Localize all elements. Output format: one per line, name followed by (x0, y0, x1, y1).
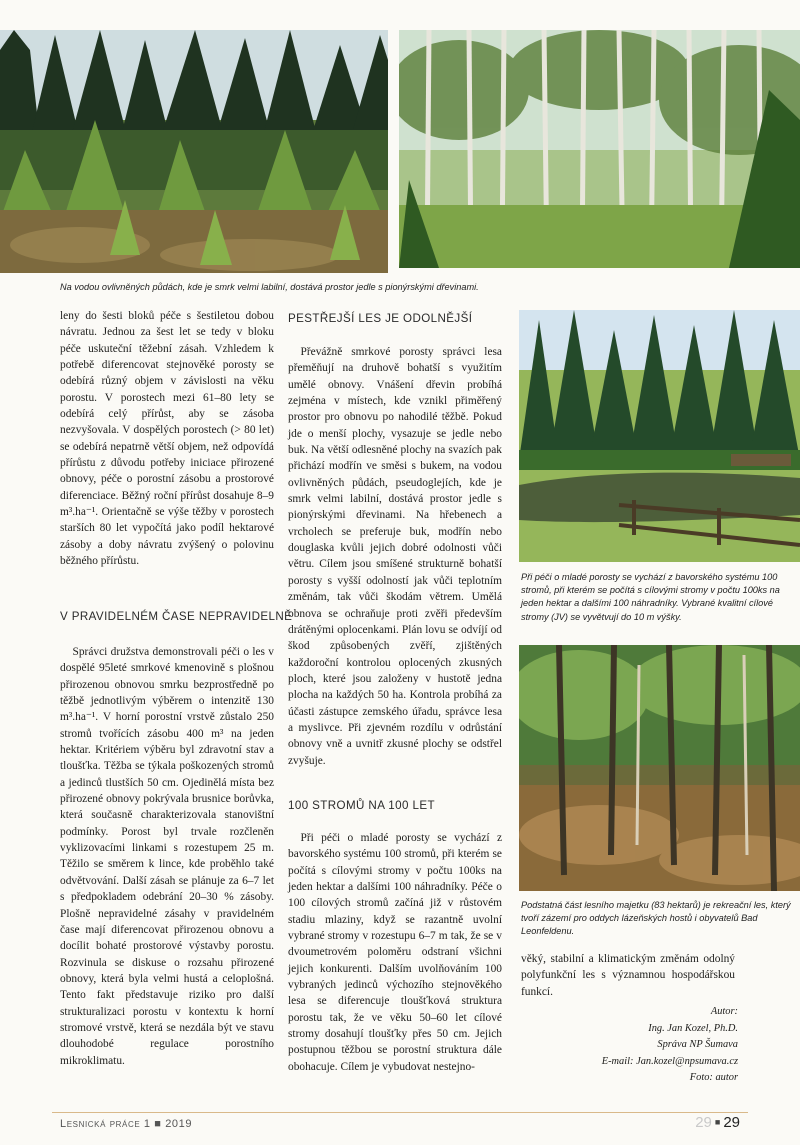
col1-paragraph-2: Správci družstva demonstrovali péči o les v dospělé 95leté smrkové kmenovině s plošnou přirozenou obnovou smrku bezprostředně po těžbě jednotlivým výběrem o intenzitě 130 m³.ha⁻¹. V horní porostní vrstvě zůstalo 250 stromů tvořících zásobu 400 m³ na jeden hektar. Kritériem výběru byl zdravotní stav a tloušťka. Těžba se týkala poškozených stromů a jedinců tlustších 50 cm. Ojedinělá místa bez přirozené obnovy pokrývala brusnice borůvka, která současně charakterizovala stanovištní podmínky. Porost byl trvale rozčleněn vyklizovacími linkami s rozestupem 25 m. Těžilo se směrem k lince, kde proběhlo také odvětvování. Další zásah se plánuje za 6–7 let s předpokladem odebrání 20–30 % zásoby. Plošně nepravidelné zásahy v pravidelném čase mají diferencovat přirozenou obnovu a docílit bohaté prostorové výstavby porostu. Rozvinula se diskuse o rozsahu přirozené obnovy, která byla velmi hustá a celoplošná. Tento fakt představuje riziko pro další strukturalizaci porostu v kontextu k horní stromové vrstvě, která se nezdála být ve stavu dlouhodobé regulace porostního mikroklimatu. (60, 646, 274, 1067)
heading-100-stromu: 100 STROMŮ NA 100 LET (288, 799, 435, 812)
column-2-bottom (288, 830, 502, 1075)
col2-paragraph-2: Při péči o mladé porosty se vychází z bavorského systému 100 stromů, při kterém se počítá s cílovými stromy v počtu 100ks na jeden hektar a dalšími 100 náhradníky. Péče o 100 cílových stromů začíná již v růstovém stadiu mlaziny, když se razantně uvolní vybrané stromy v rozestupu 6–7 m tak, že se v dvoumetrovém poloměru odstraní všichni jejich konkurenti. Dalším uvolňováním 100 vybraných jedinců výchozího stejnověkého lesa se diferencuje tloušťková struktura porostu tak, že ve věku 50–60 let cílové stromy dosahují tloušťky přes 50 cm. Jejich postupnou těžbou se porostní struktura dále obohacuje. Cílem je vybudovat nestejno- (288, 832, 502, 1073)
photo-spruce-forest (0, 30, 388, 273)
author-name: Ing. Jan Kozel, Ph.D. (648, 1022, 738, 1034)
journal-name: Lesnická práce (60, 1118, 141, 1130)
photo-recreational-forest (519, 645, 800, 891)
col1-paragraph-1: leny do šesti bloků péče s šestiletou dobou návratu. Jednou za šest let se tedy v bloku péče uskuteční těžební zásah. Vzhledem k potřebě diferencovat stejnověké porosty se odebírá různý objem v závislosti na věku porostu. V porostech mezi 61–80 lety se odebírá celý přírůst, aby se zásoba nezvyšovala. V dospělých porostech (> 80 let) se odebírá nepatrně větší objem, než odpovídá přírůstu z důvodu potřeby iniciace přirozené obnovy, péče o porostní zásobu a prostorové diferenciace. Běžný roční přírůst dosahuje 8–9 m³.ha⁻¹. Orientačně se výše těžby v porostech starších 80 let vypočítá jako podíl hektarové zásoby a doby návratu zvýšený o polovinu běžného přírůstu. (60, 310, 274, 568)
column-3-text (521, 951, 735, 1000)
col2-paragraph-1: Převážně smrkové porosty správci lesa přeměňují na druhově bohatší s využitím umělé obnovy. Vnášení dřevin probíhá zejména v místech, kde vznikl přiměřený prostor pro obnovu po nahodilé těžbě. Pokud jde o menší plochy, vysazuje se jedle nebo buk. Na větší odlesněné plochy na svazích pak přichází modřín ve směsi s bukem, na vodou ovlivněných půdách, pseudoglejích, kde je smrk velmi labilní, dostává prostor jedle s pionýrskými dřevinami. Na hřebenech a vrcholech se preferuje buk, modřín nebo douglaska kvůli jejich dobré odolnosti vůči větru. Cílem jsou smíšené strukturně bohatší porosty s vyšší odolností jak vůči teplotním změnám, tak vůči škodám větrem. Umělá obnova se ochraňuje proti zvěři především drátěnými oplocenkami. Plán lovu se odvíjí od škod způsobených zvěří, zjištěných každoroční kontrolou oplocených zkusných ploch, které jsou založeny v hustotě jedna plocha na každých 50 ha. Kontrola probíhá za účasti zástupce zemského úřadu, správce lesa a myslivce. Při zjevném rozdílu v odrůstání obnovy vně a uvnitř zkusné plochy se odstřel zvyšuje. (288, 346, 502, 767)
author-email: E-mail: Jan.kozel@npsumava.cz (601, 1055, 738, 1067)
author-block (602, 1004, 738, 1087)
photo-credit: Foto: autor (689, 1072, 738, 1084)
column-2-top (288, 344, 502, 769)
heading-pestrejsi-les: PESTŘEJŠÍ LES JE ODOLNĚJŠÍ (288, 312, 473, 325)
issue-number: 1 (143, 1118, 151, 1130)
photo-caption-top: Na vodou ovlivněných půdách, kde je smrk velmi labilní, dostává prostor jedle s pionýrskými dřevinami. (60, 282, 479, 292)
author-label: Autor: (710, 1006, 738, 1017)
photo-pond-fence (519, 310, 800, 562)
footer-page-number (695, 1114, 740, 1131)
photo-caption-forest: Podstatná část lesního majetku (83 hektarů) je rekreační les, který tvoří zázemí pro oddych lázeňských hostů i obyvatelů Bad Leonfeldenu. (521, 900, 791, 937)
column-1-bottom (60, 644, 274, 1069)
page-number: 29 (723, 1114, 740, 1131)
issue-year: 2019 (165, 1118, 193, 1130)
square-separator-icon: ■ (154, 1118, 162, 1130)
square-separator-icon: ■ (714, 1117, 721, 1127)
col3-paragraph-1: věký, stabilní a klimatickým změnám odolný polyfunkční les s významnou hospodářskou funkcí. (521, 953, 735, 998)
author-org: Správa NP Šumava (657, 1039, 738, 1051)
footer-journal (60, 1118, 192, 1130)
footer-rule (52, 1112, 748, 1113)
page-number-ghost: 29 (695, 1114, 712, 1131)
photo-caption-pond: Při péči o mladé porosty se vychází z bavorského systému 100 stromů, při kterém se počítá s cílovými stromy v počtu 100ks na jeden hektar a dalšími 100 náhradníky. Vybrané kvalitní cílové stromy (JV) se vyvětvují do 10 m výšky. (521, 572, 780, 622)
photo-tree-trunks (399, 30, 800, 268)
column-1-top (60, 308, 274, 570)
heading-v-pravidelnem-case: V PRAVIDELNÉM ČASE NEPRAVIDELNĚ (60, 610, 293, 623)
